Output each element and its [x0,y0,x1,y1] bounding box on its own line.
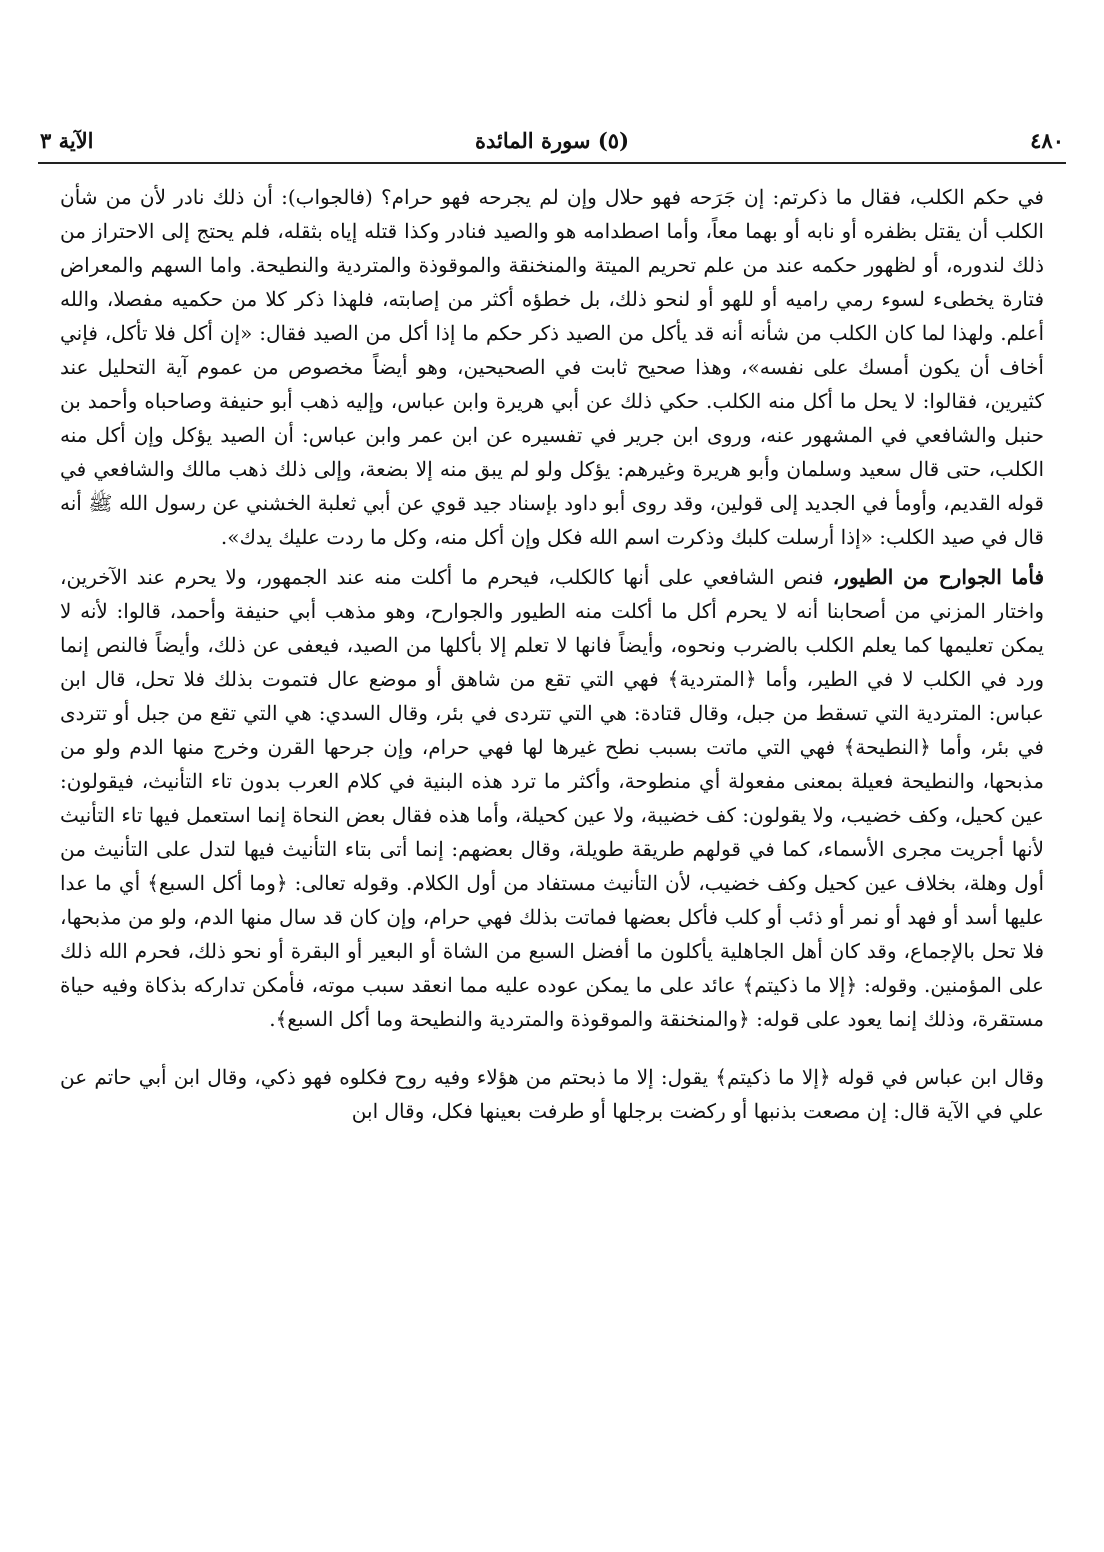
paragraph-1 [60,180,1044,554]
paragraph-3 [60,1060,1044,1128]
surah-title: (٥) سورة المائدة [474,128,629,153]
paragraph-2 [60,560,1044,1036]
page-header [38,122,1066,164]
paragraph-2-heading: فأما الجوارح من الطيور، [832,565,1045,589]
ayah-label: الآية ٣ [40,128,94,153]
paragraph-3-text: وقال ابن عباس في قوله ﴿إلا ما ذكيتم﴾ يقول: إلا ما ذبحتم من هؤلاء وفيه روح فكلوه فهو ذكي، وقال ابن أبي حاتم عن علي في الآية قال: إن مصعت بذنبها أو ركضت برجلها أو طرفت بعينها فكل، وقال ابن [60,1065,1044,1123]
page-number: ٤٨٠ [1030,128,1064,153]
page-body [60,180,1044,1128]
paragraph-1-text: في حكم الكلب، فقال ما ذكرتم: إن جَرَحه فهو حلال وإن لم يجرحه فهو حرام؟ (فالجواب): أن ذلك نادر لأن من شأن الكلب أن يقتل بظفره أو نابه أو بهما معاً، وأما اصطدامه هو والصيد فنادر وكذا قتله إياه بثقله، فلم يحتج إلى الاحتراز من ذلك لندوره، أو لظهور حكمه عند من علم تحريم الميتة والمنخنقة والموقوذة والمتردية والنطيحة. واما السهم والمعراض فتارة يخطىء لسوء رمي راميه أو للهو أو لنحو ذلك، بل خطؤه أكثر من إصابته، فلهذا ذكر كلا من حكميه مفصلا، والله أعلم. ولهذا لما كان الكلب من شأنه أنه قد يأكل من الصيد ذكر حكم ما إذا أكل من الصيد فقال: «إن أكل فلا تأكل، فإني أخاف أن يكون أمسك على نفسه»، وهذا صحيح ثابت في الصحيحين، وهو أيضاً مخصوص من عموم آية التحليل عند كثيرين، فقالوا: لا يحل ما أكل منه الكلب. حكي ذلك عن أبي هريرة وابن عباس، وإليه ذهب أبو حنيفة وصاحباه وأحمد بن حنبل والشافعي في المشهور عنه، وروى ابن جرير في تفسيره عن ابن عمر وابن عباس: أن الصيد يؤكل وإن أكل منه الكلب، حتى قال سعيد وسلمان وأبو هريرة وغيرهم: يؤكل ولو لم يبق منه إلا بضعة، وإلى ذلك ذهب مالك والشافعي في قوله القديم، وأومأ في الجديد إلى قولين، وقد روى أبو داود بإسناد جيد قوي عن أبي ثعلبة الخشني عن رسول الله ﷺ أنه قال في صيد الكلب: «إذا أرسلت كلبك وذكرت اسم الله فكل وإن أكل منه، وكل ما ردت عليك يدك». [60,185,1045,549]
paragraph-2-text: فنص الشافعي على أنها كالكلب، فيحرم ما أكلت منه عند الجمهور، ولا يحرم عند الآخرين، واختار المزني من أصحابنا أنه لا يحرم أكل ما أكلت منه الطيور والجوارح، وهو مذهب أبي حنيفة وأحمد، قالوا: لأنه لا يمكن تعليمها كما يعلم الكلب بالضرب ونحوه، وأيضاً فانها لا تعلم إلا بأكلها من الصيد، فيعفى عن ذلك، وأيضاً فالنص إنما ورد في الكلب لا في الطير، وأما ﴿المتردية﴾ فهي التي تقع من شاهق أو موضع عال فتموت بذلك فلا تحل، قال ابن عباس: المتردية التي تسقط من جبل، وقال قتادة: هي التي تتردى في بئر، وقال السدي: هي التي تقع من جبل أو تتردى في بئر، وأما ﴿النطيحة﴾ فهي التي ماتت بسبب نطح غيرها لها فهي حرام، وإن جرحها القرن وخرج منها الدم ولو من مذبحها، والنطيحة فعيلة بمعنى مفعولة أي منطوحة، وأكثر ما ترد هذه البنية في كلام العرب بدون تاء التأنيث، فيقولون: عين كحيل، وكف خضيب، ولا يقولون: كف خضيبة، ولا عين كحيلة، وأما هذه فقال بعض النحاة إنما استعمل فيها تاء التأنيث لأنها أجريت مجرى الأسماء، كما في قولهم طريقة طويلة، وقال بعضهم: إنما أتى بتاء التأنيث فيها لتدل على التأنيث من أول وهلة، بخلاف عين كحيل وكف خضيب، لأن التأنيث مستفاد من أول الكلام. وقوله تعالى: ﴿وما أكل السبع﴾ أي ما عدا عليها أسد أو فهد أو نمر أو ذئب أو كلب فأكل بعضها فماتت بذلك فهي حرام، وإن كان قد سال منها الدم، ولو من مذبحها، فلا تحل بالإجماع، وقد كان أهل الجاهلية يأكلون ما أفضل السبع من الشاة أو البعير أو البقرة أو نحو ذلك، فحرم الله ذلك على المؤمنين. وقوله: ﴿إلا ما ذكيتم﴾ عائد على ما يمكن عوده عليه مما انعقد سبب موته، فأمكن تداركه بذكاة وفيه حياة مستقرة، وذلك إنما يعود على قوله: ﴿والمنخنقة والموقوذة والمتردية والنطيحة وما أكل السبع﴾. [60,565,1045,1031]
